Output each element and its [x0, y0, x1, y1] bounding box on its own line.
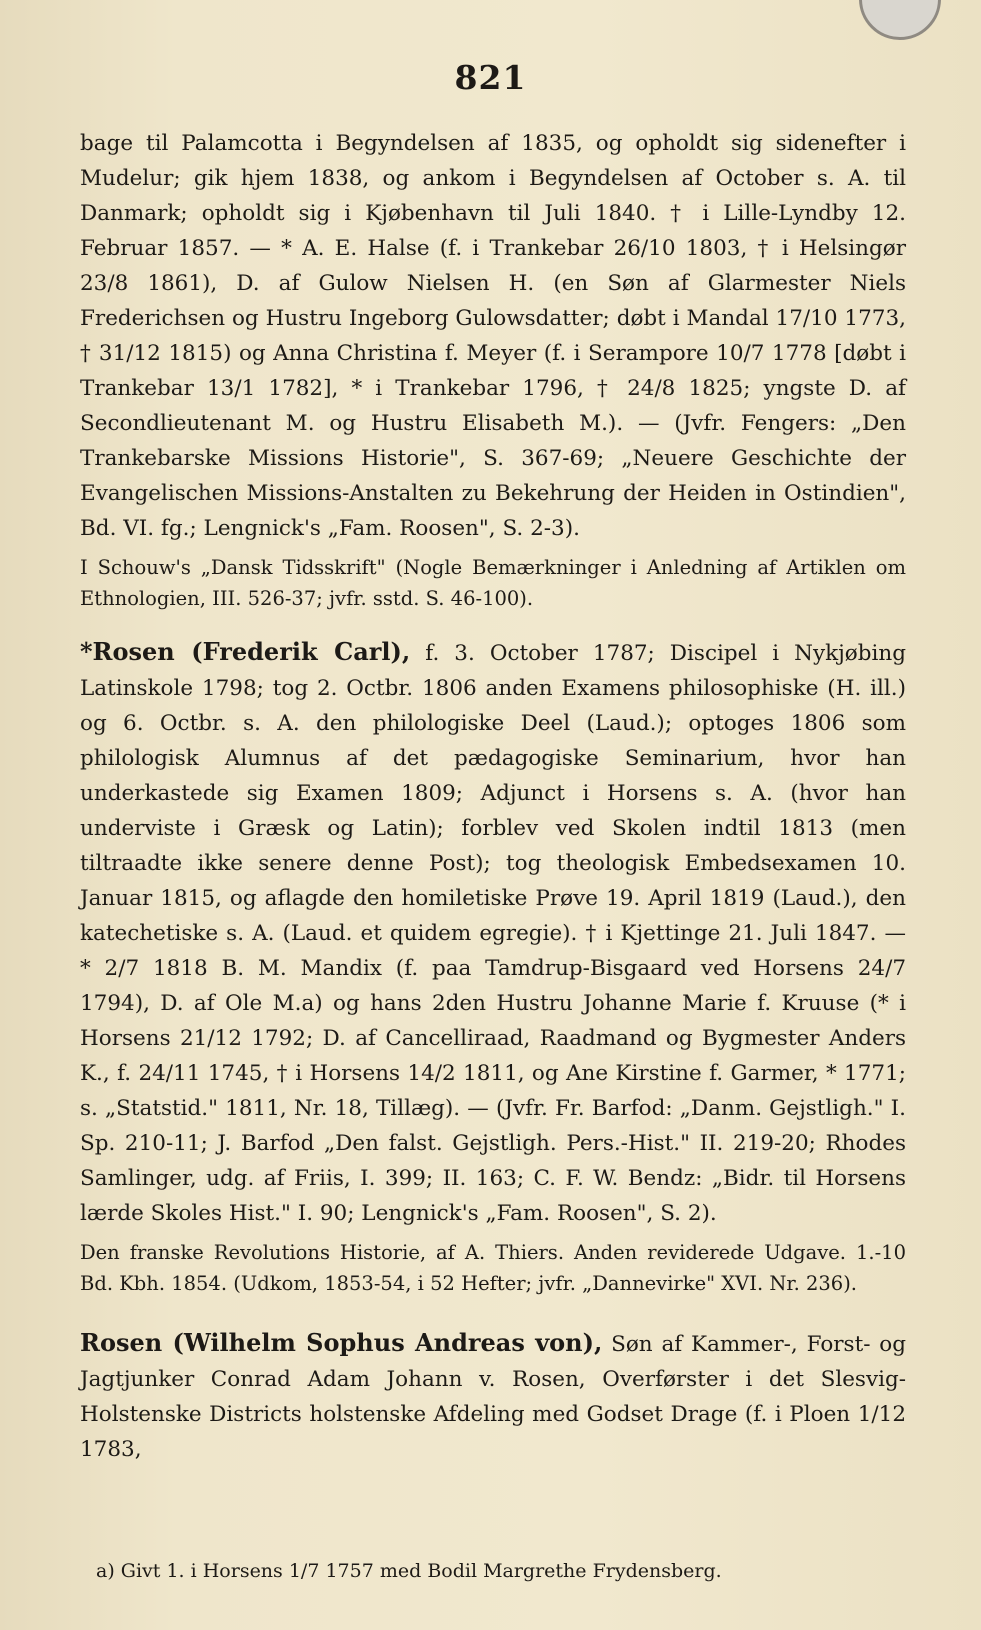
page-body — [80, 126, 906, 1467]
page-number: 821 — [454, 58, 527, 97]
entry-text: Søn af Kammer-, Forst- og Jagtjunker Conrad Adam Johann v. Rosen, Overførster i det Slesvig-Holstenske Districts holstenske Afdeling med Godset Drage (f. i Ploen 1/12 1783, — [80, 1332, 906, 1462]
entry-heading: Rosen (Wilhelm Sophus Andreas von), — [80, 1328, 603, 1357]
paragraph-schouw-reference: I Schouw's „Dansk Tidsskrift" (Nogle Bemærkninger i Anledning af Artiklen om Ethnologien, III. 526-37; jvfr. sstd. S. 46-100). — [80, 556, 906, 610]
entry-text: f. 3. October 1787; Discipel i Nykjøbing Latinskole 1798; tog 2. Octbr. 1806 anden Examens philosophiske (H. ill.) og 6. Octbr. s. A. den philologiske Deel (Laud.); optoges 1806 som philologisk Alumnus af det pædagogiske Seminarium, hvor han underkastede sig Examen 1809; Adjunct i Horsens s. A. (hvor han underviste i Græsk og Latin); forblev ved Skolen indtil 1813 (men tiltraadte ikke senere denne Post); tog theologisk Embedsexamen 10. Januar 1815, og aflagde den homiletiske Prøve 19. April 1819 (Laud.), den katechetiske s. A. (Laud. et quidem egregie). † i Kjettinge 21. Juli 1847. — * 2/7 1818 B. M. Mandix (f. paa Tamdrup-Bisgaard ved Horsens 24/7 1794), D. af Ole M.a) og hans 2den Hustru Johanne Marie f. Kruuse (* i Horsens 21/12 1792; D. af Cancelliraad, Raadmand og Bygmester Anders K., f. 24/11 1745, † i Horsens 14/2 1811, og Ane Kirstine f. Garmer, * 1771; s. „Statstid." 1811, Nr. 18, Tillæg). — (Jvfr. Fr. Barfod: „Danm. Gejstligh." I. Sp. 210-11; J. Barfod „Den falst. Gejstligh. Pers.-Hist." II. 219-20; Rhodes Samlinger, udg. af Friis, I. 399; II. 163; C. F. W. Bendz: „Bidr. til Horsens lærde Skoles Hist." I. 90; Lengnick's „Fam. Roosen", S. 2). — [80, 641, 906, 1226]
entry-heading: *Rosen (Frederik Carl), — [80, 637, 411, 666]
footnote: a) Givt 1. i Horsens 1/7 1757 med Bodil Margrethe Frydensberg. — [96, 1560, 722, 1582]
spacer — [80, 614, 906, 634]
paragraph-thiers-reference: Den franske Revolutions Historie, af A. Thiers. Anden reviderede Udgave. 1.-10 Bd. Kbh. 1854. (Udkom, 1853-54, i 52 Hefter; jvfr. „Dannevirke" XVI. Nr. 236). — [80, 1241, 906, 1295]
spacer — [80, 1299, 906, 1325]
paragraph-halse-entry-continuation: bage til Palamcotta i Begyndelsen af 1835, og opholdt sig sidenefter i Mudelur; gik hjem 1838, og ankom i Begyndelsen af October s. A. til Danmark; opholdt sig i Kjøbenhavn til Juli 1840. † i Lille-Lyndby 12. Februar 1857. — * A. E. Halse (f. i Trankebar 26/10 1803, † i Helsingør 23/8 1861), D. af Gulow Nielsen H. (en Søn af Glarmester Niels Frederichsen og Hustru Ingeborg Gulowsdatter; døbt i Mandal 17/10 1773, † 31/12 1815) og Anna Christina f. Meyer (f. i Serampore 10/7 1778 [døbt i Trankebar 13/1 1782], * i Trankebar 1796, † 24/8 1825; yngste D. af Secondlieutenant M. og Hustru Elisabeth M.). — (Jvfr. Fengers: „Den Trankebarske Missions Historie", S. 367-69; „Neuere Geschichte der Evangelischen Missions-Anstalten zu Bekehrung der Heiden in Ostindien", Bd. VI. fg.; Lengnick's „Fam. Roosen", S. 2-3). — [80, 131, 906, 541]
entry-rosen-wilhelm — [80, 1325, 906, 1467]
entry-rosen-frederik-carl — [80, 634, 906, 1231]
library-stamp-corner — [859, 0, 941, 40]
